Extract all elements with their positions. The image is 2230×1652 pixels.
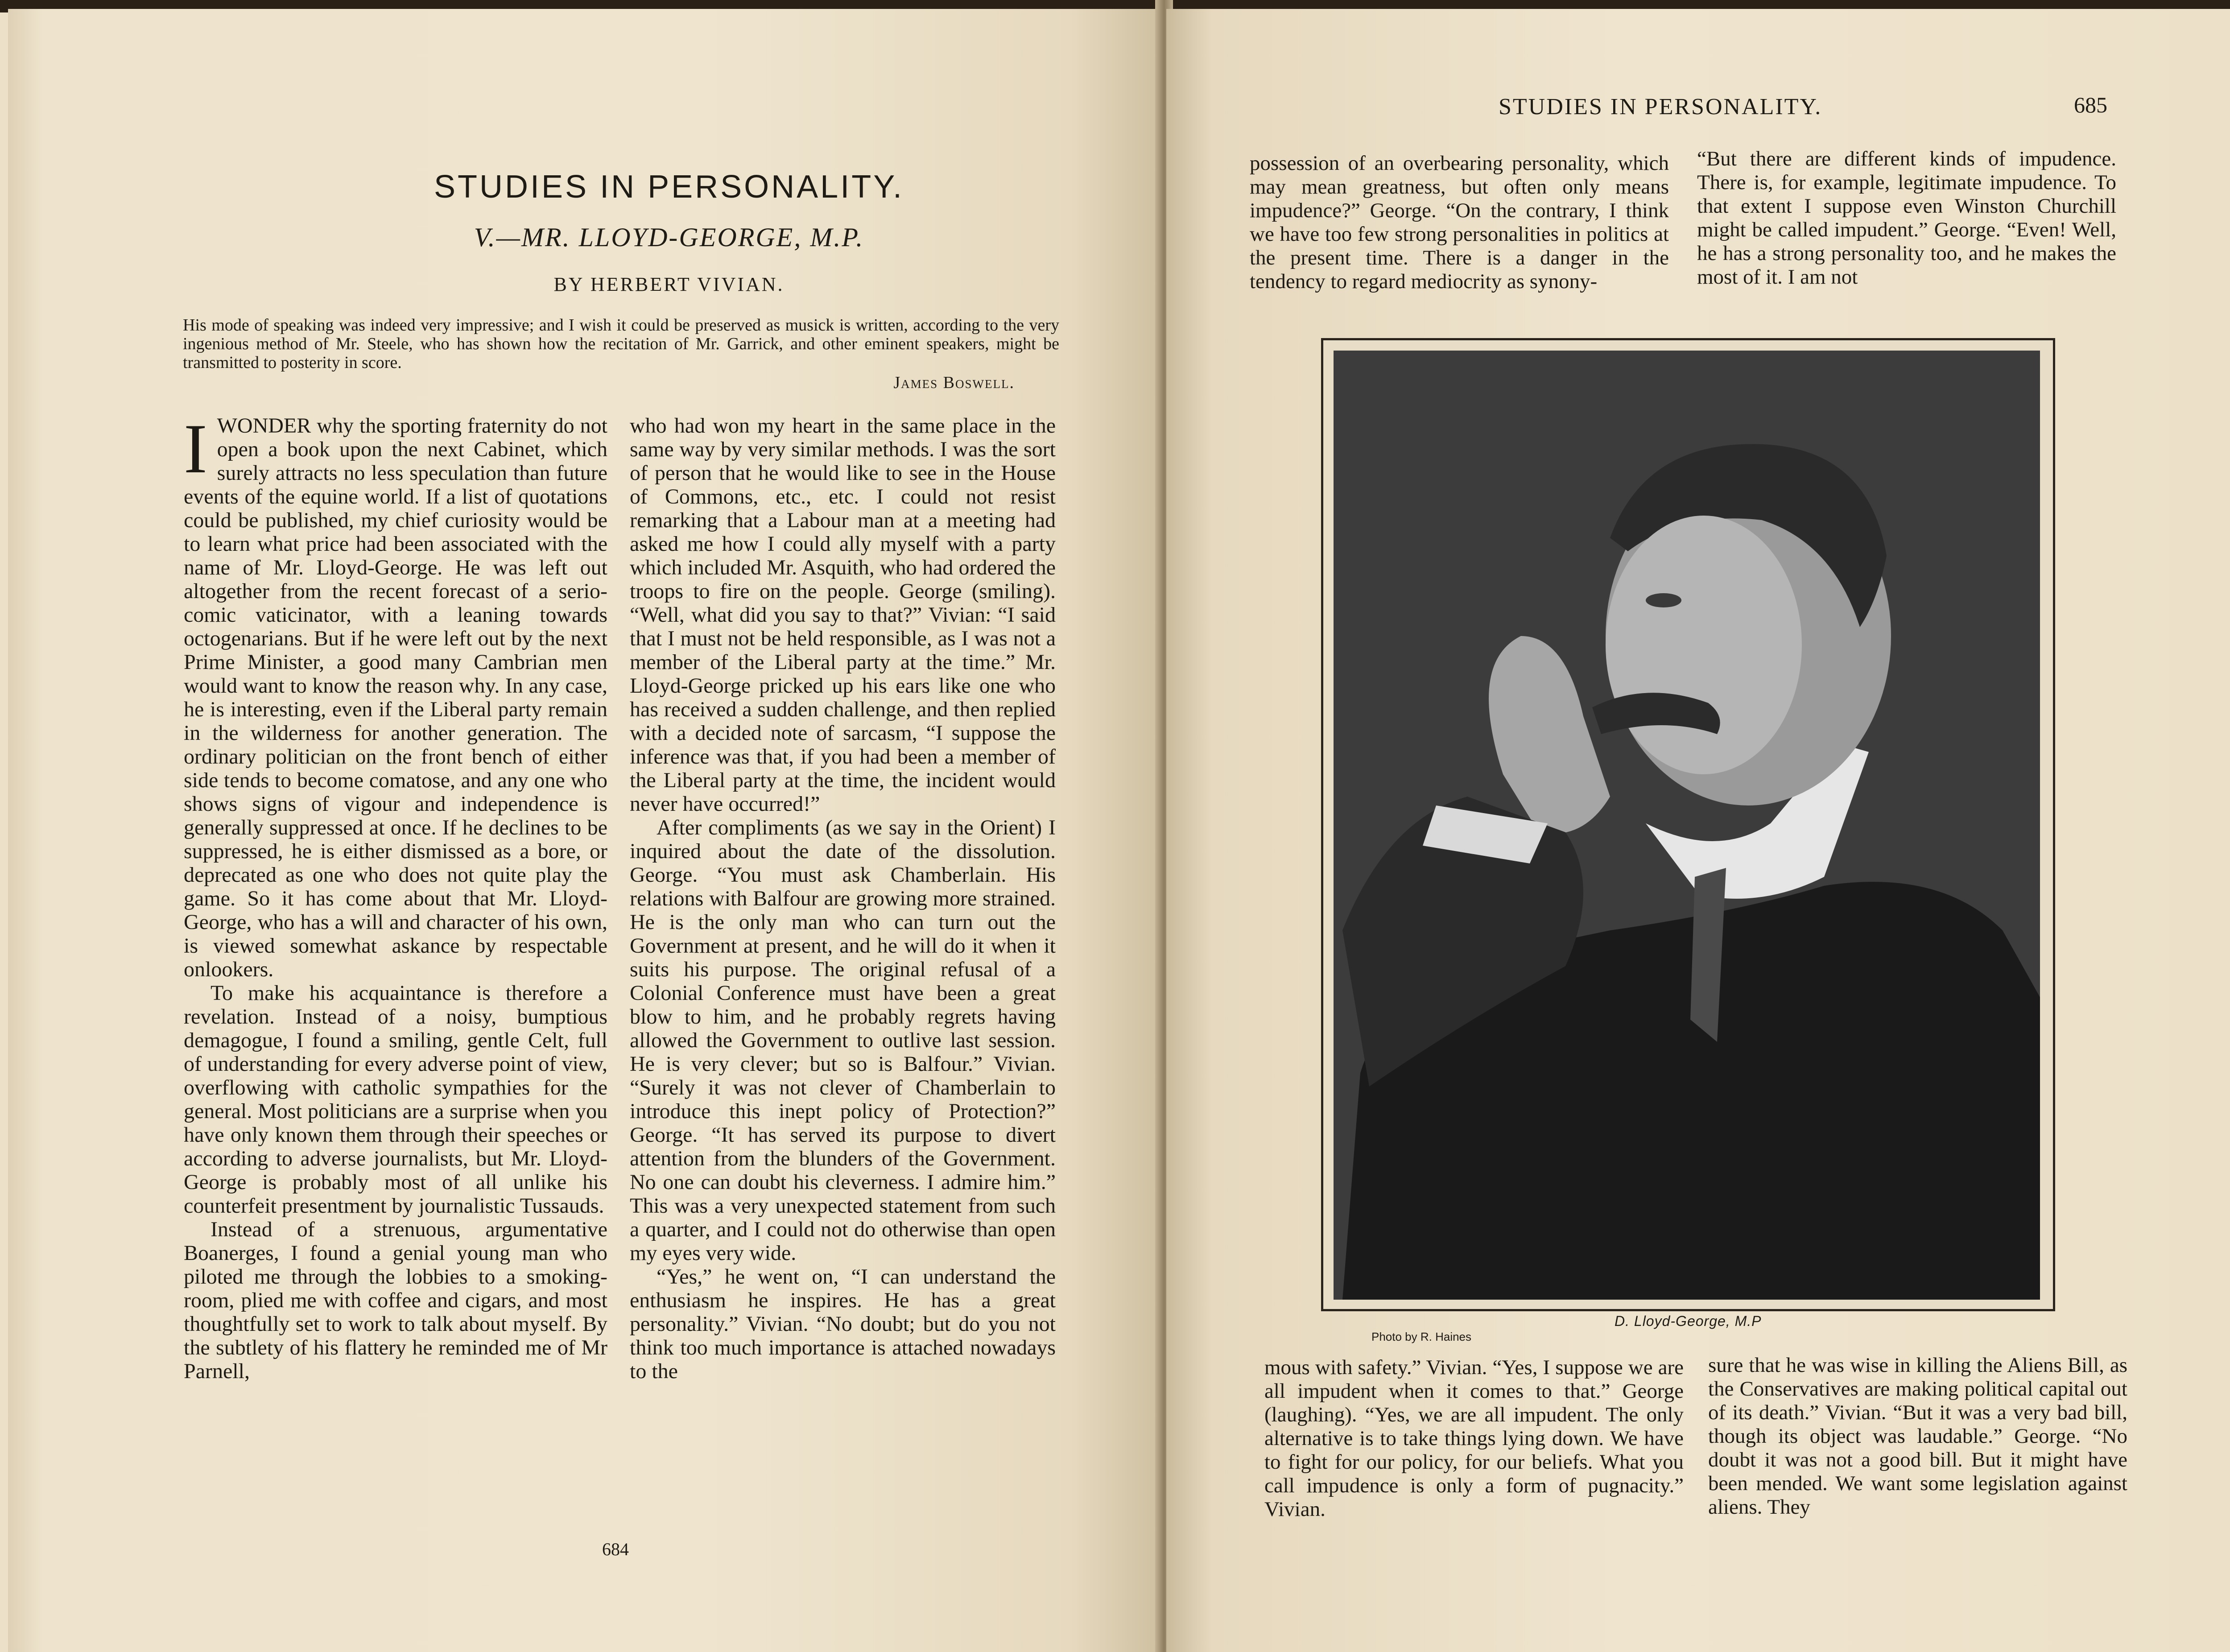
paragraph: who had won my heart in the same place in the same way by very similar methods. I was the sort of person that he would like to see in the House of Commons, etc., etc. I could not resist remarking that a Labour man at a meeting had asked me how I could ally myself with a party which included Mr. Asquith, who had ordered the troops to fire on the people. George (smiling). “Well, what did you say to that?” Vivian: “I said that I must not be held responsible, as I was not a member of the Liberal party at the time.” Mr. Lloyd-George pricked up his ears like one who has received a sudden challenge, and then replied with a decided note of sarcasm, “I suppose the inference was that, if you had been a member of the Liberal party at the time, the incident would never have occurred!”	[630, 414, 1056, 816]
article-subtitle: V.—MR. LLOYD-GEORGE, M.P.	[474, 223, 864, 252]
left-column-2	[630, 414, 1056, 1383]
epigraph-attribution: James Boswell.	[893, 373, 1015, 392]
portrait-image	[1334, 351, 2040, 1300]
page-number-right: 685	[2074, 92, 2107, 117]
right-bottom-column-2	[1708, 1354, 2127, 1519]
right-top-column-2	[1697, 147, 2116, 289]
paragraph: “Yes,” he went on, “I can understand the enthusiasm he inspires. He has a great personality.” Vivian. “No doubt; but do you not think too much importance is attached nowadays to the	[630, 1265, 1056, 1383]
right-bottom-column-1	[1264, 1356, 1684, 1521]
paragraph: WONDER why the sporting fraternity do not open a book upon the next Cabinet, which surely attracts no less speculation than future events of the equine world. If a list of quotations could be published, my chief curiosity would be to learn what price had been associated with the name of Mr. Lloyd-George. He was left out altogether from the recent forecast of a serio-comic vaticinator, with a leaning towards octogenarians. But if he were left out by the next Prime Minister, a good many Cambrian men would want to know the reason why. In any case, he is interesting, even if the Liberal party remain in the wilderness for another generation. The ordinary politician on the front bench of either side tends to become comatose, and any one who shows signs of vigour and independence is generally suppressed at once. If he declines to be suppressed, he is either dismissed as a bore, or deprecated as one who does not quite play the game. So it has come about that Mr. Lloyd-George, who has a will and character of his own, is viewed somewhat askance by respectable onlookers.	[184, 414, 607, 981]
paragraph: mous with safety.” Vivian. “Yes, I suppose we are all impudent when it comes to that.” George (laughing). “Yes, we are all impudent. The only alternative is to take things lying down. We have to fight for our policy, for our beliefs. What you call impudence is only a form of pugnacity.” Vivian.	[1264, 1356, 1684, 1521]
drop-cap: I	[184, 410, 207, 488]
left-column-1	[184, 410, 607, 1383]
portrait-caption: D. Lloyd-George, M.P	[1615, 1313, 1762, 1329]
article-byline: BY HERBERT VIVIAN.	[553, 273, 785, 295]
page-number-left: 684	[602, 1539, 629, 1559]
right-top-column-1	[1250, 152, 1669, 293]
portrait-photo	[1334, 351, 2040, 1300]
paragraph: possession of an overbearing personality, which may mean greatness, but often only means impudence?” George. “On the contrary, I think we have too few strong personalities in politics at the present time. There is a danger in the tendency to regard mediocrity as synony-	[1250, 152, 1669, 293]
running-head: STUDIES IN PERSONALITY.	[1499, 94, 1822, 120]
paragraph: Instead of a strenuous, argumentative Boanerges, I found a genial young man who piloted me through the lobbies to a smoking-room, plied me with coffee and cigars, and most thoughtfully set to work to talk about myself. By the subtlety of his flattery he reminded me of Mr Parnell,	[184, 1218, 607, 1383]
article-title: STUDIES IN PERSONALITY.	[434, 169, 904, 205]
epigraph: His mode of speaking was indeed very impressive; and I wish it could be preserved as musick is written, according to the very ingenious method of Mr. Steele, who has shown how the recitation of Mr. Garrick, and other eminent speakers, might be transmitted to posterity in score.	[183, 316, 1059, 372]
paragraph: sure that he was wise in killing the Aliens Bill, as the Conservatives are making political capital out of its death.” Vivian. “But it was a very bad bill, though its object was laudable.” George. “No doubt it was not a good bill. But it might have been mended. We want some legislation against aliens. They	[1708, 1354, 2127, 1519]
photo-credit: Photo by R. Haines	[1371, 1330, 1472, 1343]
paragraph: “But there are different kinds of impudence. There is, for example, legitimate impudence. To that extent I suppose even Winston Churchill might be called impudent.” George. “Even! Well, he has a strong personality too, and he makes the most of it. I am not	[1697, 147, 2116, 289]
paragraph: After compliments (as we say in the Orient) I inquired about the date of the dissolution. George. “You must ask Chamberlain. His relations with Balfour are growing more strained. He is the only man who can turn out the Government at present, and he will do it when it suits his purpose. The original refusal of a Colonial Conference must have been a great blow to him, and he probably regrets having allowed the Government to outlive last session. He is very clever; but so is Balfour.” Vivian. “Surely it was not clever of Chamberlain to introduce this inept policy of Protection?” George. “It has served its purpose to divert attention from the blunders of the Government. No one can doubt his cleverness. I admire him.” This was a very unexpected statement from such a quarter, and I could not do otherwise than open my eyes very wide.	[630, 816, 1056, 1265]
paragraph: To make his acquaintance is therefore a revelation. Instead of a noisy, bumptious demagogue, I found a smiling, gentle Celt, full of understanding for every adverse point of view, overflowing with catholic sympathies for the general. Most politicians are a surprise when you have only known them through their speeches or according to adverse journalists, but Mr. Lloyd-George is probably most of all unlike his counterfeit presentment by journalistic Tussauds.	[184, 981, 607, 1218]
